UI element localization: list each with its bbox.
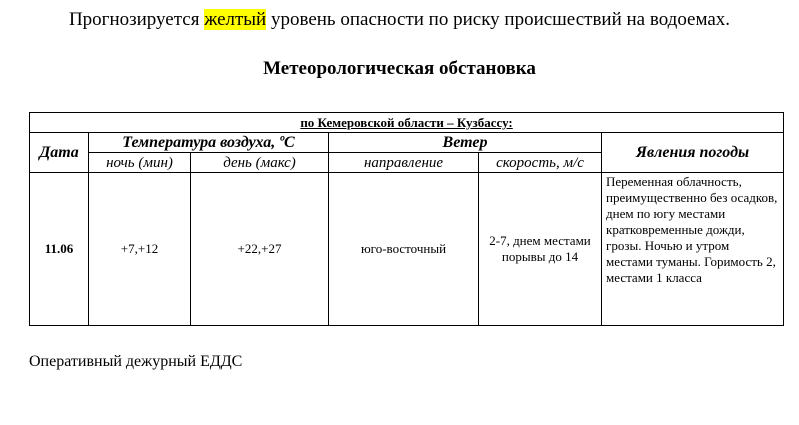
headline — [0, 8, 799, 32]
region-header: по Кемеровской области – Кузбассу: — [30, 113, 784, 133]
speed-header: скорость, м/с — [479, 153, 602, 173]
region-row — [30, 113, 784, 133]
header-row — [30, 133, 784, 153]
day-temp-cell: +22,+27 — [191, 173, 329, 326]
night-temp-cell: +7,+12 — [89, 173, 191, 326]
weather-phenomena-cell: Переменная облачность, преимущественно без осадков, днем по югу местами кратковременные дожди, грозы. Ночью и утром местами туманы. Горимость 2, местами 1 класса — [602, 173, 784, 326]
phenomena-header: Явления погоды — [602, 133, 784, 173]
table-row — [30, 173, 784, 326]
date-header: Дата — [30, 133, 89, 173]
wind-direction-cell: юго-восточный — [329, 173, 479, 326]
temperature-header: Температура воздуха, ºС — [89, 133, 329, 153]
highlighted-level: желтый — [204, 9, 267, 30]
night-header: ночь (мин) — [89, 153, 191, 173]
date-cell: 11.06 — [30, 173, 89, 326]
day-header: день (макс) — [191, 153, 329, 173]
wind-speed-cell: 2-7, днем местами порывы до 14 — [479, 173, 602, 326]
direction-header: направление — [329, 153, 479, 173]
headline-text-end: уровень опасности по риску происшествий на водоемах. — [266, 9, 731, 30]
footer-signature: Оперативный дежурный ЕДДС — [29, 353, 243, 370]
headline-text-start: Прогнозируется — [68, 9, 205, 30]
wind-header: Ветер — [329, 133, 602, 153]
section-title: Метеорологическая обстановка — [263, 58, 536, 79]
forecast-table — [29, 112, 784, 326]
